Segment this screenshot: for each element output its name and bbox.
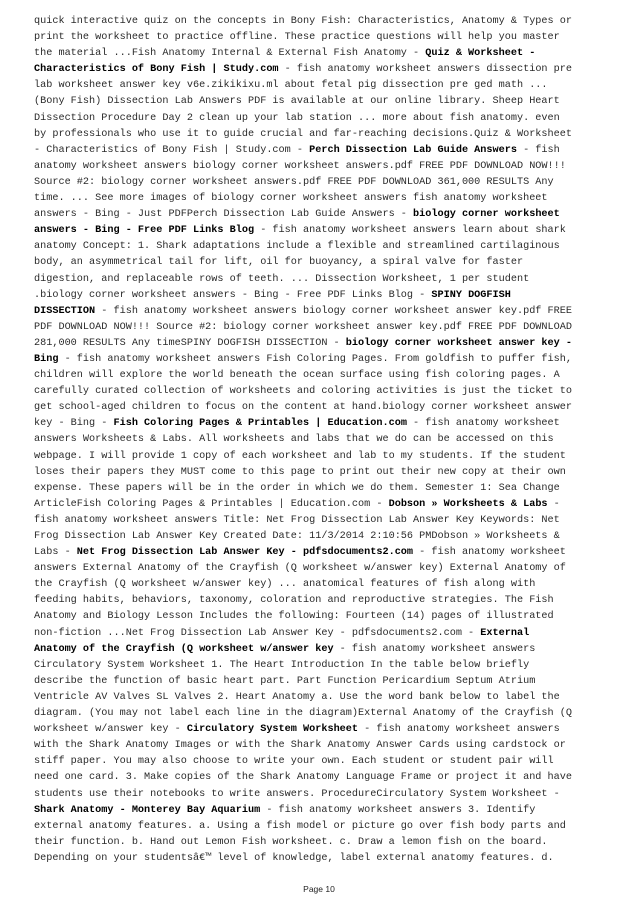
body-text: feeding habits, behaviors, taxonomy, coloration and reproductive strategies. The Fish: [34, 595, 554, 607]
text-line: [34, 706, 608, 722]
bold-heading-text: External: [480, 627, 530, 639]
body-text: print the worksheet to practice offline. These practice questions will help you master: [34, 32, 560, 44]
body-text: ArticleFish Coloring Pages & Printables | Education.com -: [34, 498, 389, 510]
text-line: [34, 674, 608, 690]
text-line: [34, 272, 608, 288]
text-line: [34, 159, 608, 175]
body-text: describe the function of basic heart part. Part Function Pericardium Septum Atrium: [34, 675, 536, 687]
bold-heading-text: Dobson » Worksheets & Labs: [388, 498, 548, 510]
text-line: [34, 690, 608, 706]
text-line: [34, 416, 608, 432]
text-line: [34, 368, 608, 384]
text-line: [34, 449, 608, 465]
text-line: [34, 787, 608, 803]
body-text: - fish anatomy worksheet answers: [333, 643, 536, 655]
text-line: [34, 432, 608, 448]
document-body: [34, 14, 608, 867]
bold-heading-text: Characteristics of Bony Fish | Study.com: [34, 64, 279, 76]
body-text: anatomy worksheet answers biology corner worksheet answers.pdf FREE PDF DOWNLOAD NOW!!!: [34, 160, 566, 172]
text-line: [34, 175, 608, 191]
body-text: - fish anatomy worksheet answers dissection pre: [278, 64, 572, 76]
body-text: - fish anatomy worksheet: [413, 547, 566, 559]
text-line: [34, 223, 608, 239]
body-text: - fish anatomy worksheet answers 3. Identify: [260, 804, 536, 816]
body-text: need one card. 3. Make copies of the Shark Anatomy Language Frame or project it and have: [34, 772, 572, 784]
body-text: lab worksheet answer key v6e.zikikixu.ml about fetal pig dissection pre ged math ...: [34, 80, 548, 92]
body-text: - Characteristics of Bony Fish | Study.com -: [34, 144, 310, 156]
text-line: [34, 94, 608, 110]
text-line: [34, 722, 608, 738]
bold-heading-text: Fish Coloring Pages & Printables | Education.com: [113, 418, 407, 430]
text-line: [34, 14, 608, 30]
text-line: [34, 400, 608, 416]
body-text: with the Shark Anatomy Images or with the Shark Anatomy Answer Cards using cardstock or: [34, 740, 566, 752]
text-line: [34, 770, 608, 786]
body-text: the Crayfish (Q worksheet w/answer key) ... anatomical features of fish along with: [34, 579, 536, 591]
bold-heading-text: Net Frog Dissection Lab Answer Key - pdfsdocuments2.com: [76, 547, 414, 559]
text-line: [34, 497, 608, 513]
bold-heading-text: Bing: [34, 353, 59, 365]
body-text: Depending on your studentsâ€™ level of knowledge, label external anatomy features. d.: [34, 852, 554, 864]
body-text: 281,000 RESULTS Any timeSPINY DOGFISH DISSECTION -: [34, 337, 346, 349]
bold-heading-text: biology corner worksheet: [413, 209, 560, 221]
body-text: - fish anatomy worksheet answers biology corner worksheet answer key.pdf FREE: [95, 305, 572, 317]
body-text: get school-aged children to focus on the content at hand.biology corner worksheet answer: [34, 402, 572, 414]
body-text: (Bony Fish) Dissection Lab Answers PDF is available at our online library. Sheep Heart: [34, 96, 560, 108]
bold-heading-text: Perch Dissection Lab Guide Answers: [309, 144, 517, 156]
body-text: Anatomy and Biology Lesson Includes the following: Fourteen (14) pages of illustrated: [34, 611, 554, 623]
text-line: [34, 851, 608, 867]
text-line: [34, 143, 608, 159]
body-text: worksheet w/answer key -: [34, 724, 187, 736]
text-line: [34, 255, 608, 271]
body-text: - fish: [516, 144, 560, 156]
body-text: digestion, and replaceable rows of teeth. ... Dissection Worksheet, 1 per student: [34, 273, 530, 285]
body-text: - fish anatomy worksheet answers: [358, 724, 560, 736]
text-line: [34, 320, 608, 336]
body-text: answers - Bing - Just PDFPerch Dissection Lab Guide Answers -: [34, 209, 414, 221]
body-text: non-fiction ...Net Frog Dissection Lab Answer Key - pdfsdocuments2.com -: [34, 627, 481, 639]
bold-heading-text: SPINY DOGFISH: [431, 289, 511, 301]
text-line: [34, 127, 608, 143]
text-line: [34, 304, 608, 320]
body-text: answers External Anatomy of the Crayfish (Q worksheet w/answer key) External Anatomy of: [34, 563, 566, 575]
text-line: [34, 803, 608, 819]
text-line: [34, 835, 608, 851]
body-text: body, an asymmetrical tail for lift, oil for buoyancy, a spiral valve for faster: [34, 257, 524, 269]
body-text: - fish anatomy worksheet: [406, 418, 560, 430]
body-text: quick interactive quiz on the concepts in Bony Fish: Characteristics, Anatomy & Types or: [34, 16, 572, 27]
text-line: [34, 191, 608, 207]
text-line: [34, 609, 608, 625]
bold-heading-text: Shark Anatomy - Monterey Bay Aquarium: [34, 804, 261, 816]
text-line: [34, 513, 608, 529]
body-text: webpage. I will provide 1 copy of each worksheet and lab to my students. If the student: [34, 450, 566, 462]
body-text: -: [547, 498, 560, 510]
text-line: [34, 30, 608, 46]
text-line: [34, 658, 608, 674]
body-text: Source #2: biology corner worksheet answers.pdf FREE PDF DOWNLOAD 361,000 RESULTS Any: [34, 176, 554, 188]
body-text: answers Worksheets & Labs. All worksheets and labs that we do can be accessed on this: [34, 434, 554, 446]
bold-heading-text: DISSECTION: [34, 305, 96, 317]
body-text: by professionals who use it to guide crucial and far-reaching decisions.Quiz & Worksheet: [34, 128, 572, 140]
bold-heading-text: answers - Bing - Free PDF Links Blog: [34, 225, 255, 237]
text-line: [34, 529, 608, 545]
text-line: [34, 545, 608, 561]
text-line: [34, 78, 608, 94]
text-line: [34, 239, 608, 255]
body-text: carefully curated collection of worksheets and coloring activities is just the ticket to: [34, 386, 572, 398]
body-text: expense. These papers will be in the order in which we do them. Semester 1: Sea Change: [34, 482, 560, 494]
text-line: [34, 819, 608, 835]
text-line: [34, 111, 608, 127]
body-text: Ventricle AV Valves SL Valves 2. Heart Anatomy a. Use the word bank below to label the: [34, 691, 560, 703]
body-text: - fish anatomy worksheet answers learn about shark: [254, 225, 566, 237]
body-text: Circulatory System Worksheet 1. The Heart Introduction In the table below briefly: [34, 659, 530, 671]
text-line: [34, 288, 608, 304]
body-text: Labs -: [34, 547, 77, 559]
body-text: diagram. (You may not label each line in the diagram)External Anatomy of the Crayfish (Q: [34, 708, 572, 720]
text-line: [34, 738, 608, 754]
bold-heading-text: Quiz & Worksheet -: [425, 48, 536, 60]
body-text: - fish anatomy worksheet answers Fish Coloring Pages. From goldfish to puffer fish,: [58, 353, 573, 365]
text-line: [34, 561, 608, 577]
bold-heading-text: biology corner worksheet answer key -: [345, 337, 572, 349]
bold-heading-text: Circulatory System Worksheet: [186, 724, 359, 736]
text-line: [34, 336, 608, 352]
text-line: [34, 465, 608, 481]
text-line: [34, 577, 608, 593]
text-line: [34, 207, 608, 223]
text-line: [34, 481, 608, 497]
body-text: loses their papers they MUST come to this page to print out their new copy at their own: [34, 466, 566, 478]
body-text: anatomy Concept: 1. Shark adaptations include a flexible and streamlined cartilaginous: [34, 241, 560, 253]
body-text: Frog Dissection Lab Answer Key Created Date: 11/3/2014 2:10:56 PMDobson » Worksheets &: [34, 531, 560, 542]
body-text: time. ... See more images of biology corner worksheet answers fish anatomy worksheet: [34, 193, 548, 205]
text-line: [34, 62, 608, 78]
bold-heading-text: Anatomy of the Crayfish (Q worksheet w/answer key: [34, 643, 334, 655]
text-line: [34, 352, 608, 368]
text-line: [34, 626, 608, 642]
body-text: stiff paper. You may also choose to write your own. Each student or student pair will: [34, 756, 554, 768]
text-line: [34, 46, 608, 62]
body-text: their function. b. Hand out Lemon Fish worksheet. c. Draw a lemon fish on the board.: [34, 836, 548, 848]
text-line: [34, 642, 608, 658]
body-text: children will explore the world beneath the ocean surface using fish coloring pages. A: [34, 370, 560, 382]
text-line: [34, 384, 608, 400]
text-line: [34, 754, 608, 770]
body-text: .biology corner worksheet answers - Bing - Free PDF Links Blog -: [34, 289, 432, 301]
body-text: the material ...Fish Anatomy Internal & External Fish Anatomy -: [34, 48, 426, 60]
body-text: external anatomy features. a. Using a fish model or picture go over fish body parts and: [34, 820, 566, 832]
body-text: Dissection Procedure Day 2 clean up your lab station ... more about fish anatomy. even: [34, 112, 560, 124]
body-text: PDF DOWNLOAD NOW!!! Source #2: biology corner worksheet answer key.pdf FREE PDF DOWNLOAD: [34, 321, 572, 333]
page-number: Page 10: [303, 884, 335, 894]
body-text: key - Bing -: [34, 418, 114, 430]
body-text: students use their notebooks to write answers. ProcedureCirculatory System Worksheet -: [34, 788, 560, 800]
body-text: fish anatomy worksheet answers Title: Net Frog Dissection Lab Answer Key Keywords: Net: [34, 514, 560, 526]
text-line: [34, 593, 608, 609]
